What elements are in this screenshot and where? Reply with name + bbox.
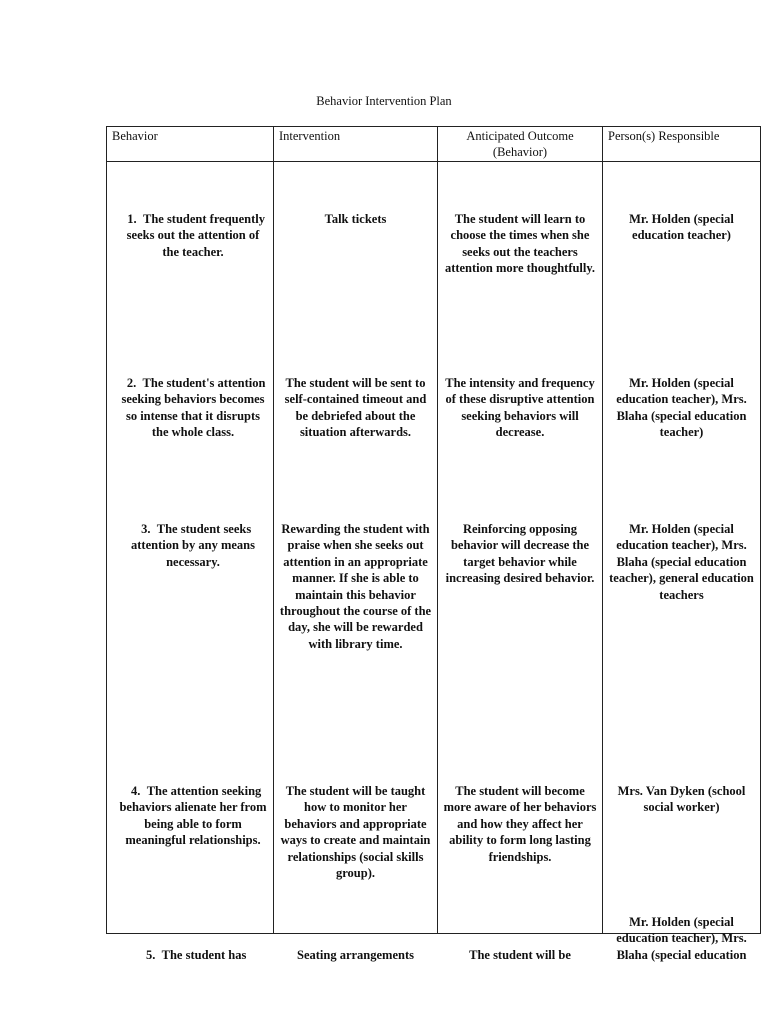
header-outcome: Anticipated Outcome (Behavior) (438, 127, 603, 162)
table-body-row (107, 162, 761, 934)
outcome-item-5: The student will be (469, 948, 571, 962)
item-number: 1. (127, 212, 137, 226)
item-number: 3. (141, 522, 151, 536)
document-title (0, 94, 768, 109)
behavior-text: The student's attention seeking behaviors becomes so intense that it disrupts the whole class. (121, 376, 266, 440)
intervention-item-5: Seating arrangements (297, 948, 414, 962)
intervention-item-2: The student will be sent to self-contained timeout and be debriefed about the situation afterwards. (284, 376, 427, 440)
behavior-text: The student has (161, 948, 247, 962)
title-text: Behavior Intervention Plan (316, 94, 452, 108)
item-number: 4. (131, 784, 141, 798)
behavior-text: The student frequently seeks out the attention of the teacher. (126, 212, 265, 259)
outcome-item-4: The student will become more aware of her behaviors and how they affect her ability to form long lasting friendships. (443, 784, 597, 864)
outcome-item-1: The student will learn to choose the times when she seeks out the teachers attention more thoughtfully. (444, 212, 596, 276)
behavior-text: The attention seeking behaviors alienate her from being able to form meaningful relationships. (119, 784, 267, 848)
behavior-item-5 (107, 947, 273, 963)
responsible-item-2: Mr. Holden (special education teacher), Mrs. Blaha (special education teacher) (616, 376, 747, 440)
intervention-column (274, 162, 438, 962)
item-number: 5. (145, 948, 156, 962)
header-behavior: Behavior (107, 127, 274, 162)
header-intervention: Intervention (274, 127, 438, 162)
behavior-item-1 (107, 211, 273, 260)
header-responsible: Person(s) Responsible (603, 127, 761, 162)
responsible-item-3: Mr. Holden (special education teacher), Mrs. Blaha (special education teacher), general education teachers (609, 522, 754, 602)
outcome-item-3: Reinforcing opposing behavior will decrease the target behavior while increasing desired behavior. (445, 522, 595, 586)
behavior-item-2 (107, 375, 273, 441)
item-number: 2. (126, 376, 137, 390)
intervention-item-4: The student will be taught how to monitor her behaviors and appropriate ways to create and maintain relationships (social skills group). (280, 784, 431, 881)
responsible-item-5: Mr. Holden (special education teacher), Mrs. Blaha (special education (616, 915, 747, 962)
intervention-item-3: Rewarding the student with praise when she seeks out attention in an appropriate manner. If she is able to maintain this behavior throughout the course of the day, she will be rewarded with library time. (279, 522, 432, 651)
responsible-column (603, 162, 761, 962)
intervention-item-1: Talk tickets (324, 212, 387, 226)
behavior-item-4 (107, 783, 273, 849)
outcome-item-2: The intensity and frequency of these disruptive attention seeking behaviors will decrease. (445, 376, 595, 440)
behavior-column (107, 162, 274, 962)
responsible-item-1: Mr. Holden (special education teacher) (629, 212, 734, 243)
outcome-column (438, 162, 603, 962)
table-header-row (107, 127, 761, 162)
responsible-item-4: Mrs. Van Dyken (school social worker) (617, 784, 746, 815)
intervention-table (106, 126, 761, 962)
behavior-item-3 (107, 521, 273, 570)
behavior-text: The student seeks attention by any means necessary. (131, 522, 255, 569)
